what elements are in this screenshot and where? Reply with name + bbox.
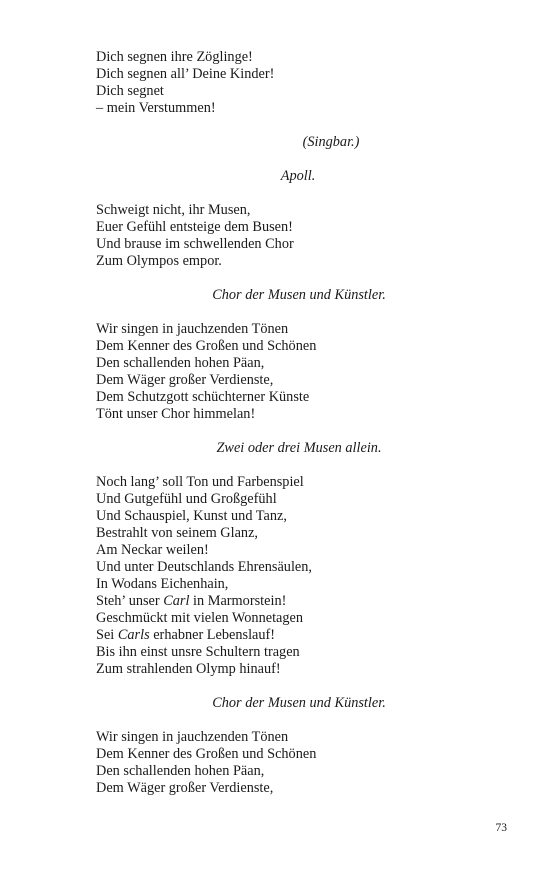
verse-text: Steh’ unser xyxy=(96,593,164,609)
verse-line: Noch lang’ soll Ton und Farbenspiel xyxy=(96,474,304,490)
verse-line: Und Schauspiel, Kunst und Tanz, xyxy=(96,508,287,524)
verse-line: In Wodans Eichenhain, xyxy=(96,576,229,592)
verse-line: Und unter Deutschlands Ehrensäulen, xyxy=(96,559,312,575)
verse-line: Und Gutgefühl und Großgefühl xyxy=(96,491,277,507)
verse-line: Dem Wäger großer Verdienste, xyxy=(96,372,274,388)
verse-line: Euer Gefühl entsteige dem Busen! xyxy=(96,219,293,235)
verse-line xyxy=(96,593,506,610)
verse-text: erhabner Lebenslauf! xyxy=(149,627,276,643)
verse-line: Wir singen in jauchzenden Tönen xyxy=(96,729,289,745)
stanza-2 xyxy=(96,202,506,270)
verse-line: Und brause im schwellenden Chor xyxy=(96,236,294,252)
speaker-chor-1: Chor der Musen und Künstler. xyxy=(212,287,386,303)
verse-line: Am Neckar weilen! xyxy=(96,542,209,558)
verse-line: Dich segnet xyxy=(96,83,164,99)
verse-line: Wir singen in jauchzenden Tönen xyxy=(96,321,289,337)
stanza-1 xyxy=(96,49,506,117)
verse-line: – mein Verstummen! xyxy=(96,100,216,116)
stanza-4 xyxy=(96,474,506,678)
verse-line: Dem Kenner des Großen und Schönen xyxy=(96,338,317,354)
verse-line: Dich segnen all’ Deine Kinder! xyxy=(96,66,275,82)
speaker-apoll: Apoll. xyxy=(280,168,316,184)
speaker-zwei-musen: Zwei oder drei Musen allein. xyxy=(216,440,382,456)
verse-line: Tönt unser Chor himmelan! xyxy=(96,406,256,422)
verse-text: Sei xyxy=(96,627,118,643)
name-carl: Carl xyxy=(163,593,190,609)
verse-line: Dich segnen ihre Zöglinge! xyxy=(96,49,253,65)
stage-direction-singbar: (Singbar.) xyxy=(302,134,360,150)
name-carls: Carls xyxy=(117,627,150,643)
stanza-5 xyxy=(96,729,506,797)
verse-line: Dem Wäger großer Verdienste, xyxy=(96,780,274,796)
page-text xyxy=(96,49,506,797)
verse-line: Zum Olympos empor. xyxy=(96,253,222,269)
verse-line: Dem Schutzgott schüchterner Künste xyxy=(96,389,310,405)
verse-line: Den schallenden hohen Päan, xyxy=(96,355,265,371)
page-number: 73 xyxy=(495,822,507,834)
verse-line xyxy=(96,627,506,644)
verse-line: Bis ihn einst unsre Schultern tragen xyxy=(96,644,300,660)
verse-line: Den schallenden hohen Päan, xyxy=(96,763,265,779)
verse-line: Bestrahlt von seinem Glanz, xyxy=(96,525,258,541)
verse-text: in Marmorstein! xyxy=(189,593,287,609)
verse-line: Dem Kenner des Großen und Schönen xyxy=(96,746,317,762)
verse-line: Schweigt nicht, ihr Musen, xyxy=(96,202,251,218)
speaker-chor-2: Chor der Musen und Künstler. xyxy=(212,695,386,711)
stanza-3 xyxy=(96,321,506,423)
verse-line: Geschmückt mit vielen Wonnetagen xyxy=(96,610,304,626)
verse-line: Zum strahlenden Olymp hinauf! xyxy=(96,661,281,677)
